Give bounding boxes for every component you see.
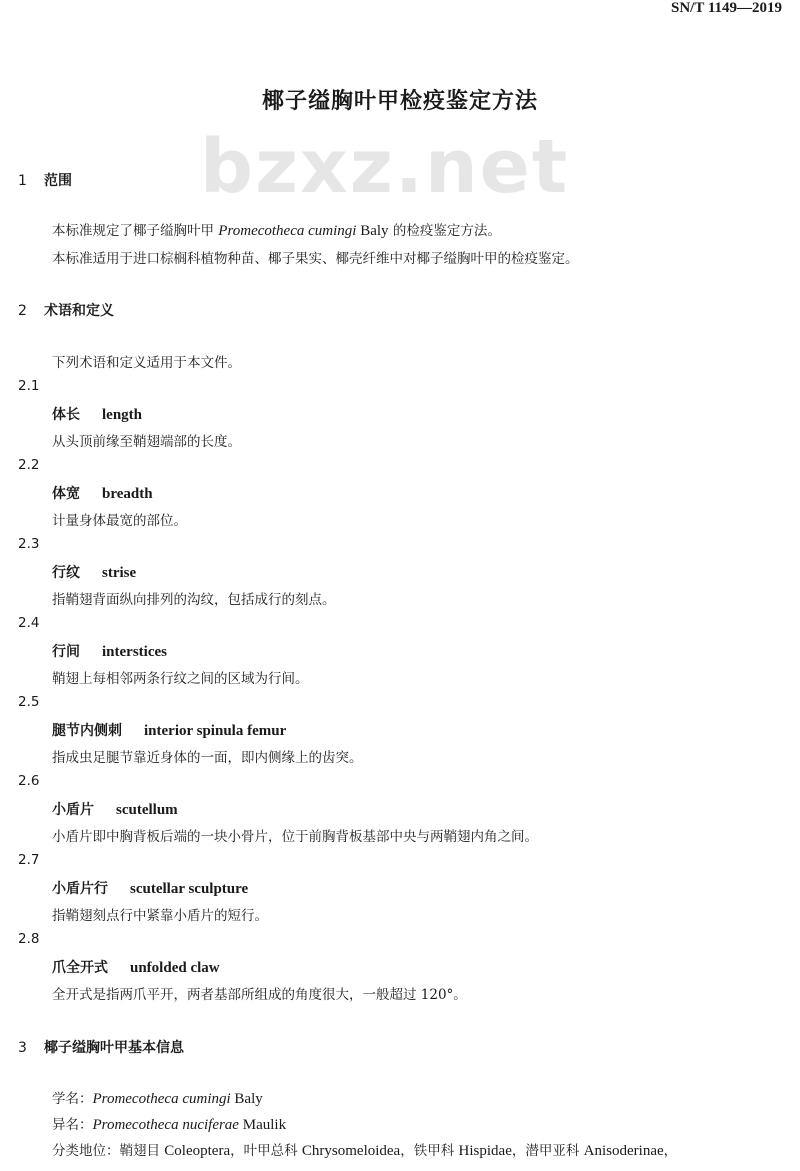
section-title: 范围	[44, 173, 72, 189]
term-zh: 小盾片	[52, 802, 94, 818]
term-en: length	[102, 407, 143, 423]
term-definition: 全开式是指两爪平开，两者基部所组成的角度很大，一般超过 120°。	[52, 987, 467, 1003]
term-definition: 鞘翅上每相邻两条行纹之间的区域为行间。	[52, 671, 309, 687]
term-definition: 计量身体最宽的部位。	[52, 513, 187, 529]
text-run: ，叶甲总科	[230, 1143, 302, 1159]
label: 学名：	[52, 1091, 93, 1107]
term-zh: 小盾片行	[52, 881, 108, 897]
term-en: scutellar sculpture	[130, 881, 249, 897]
text-run: 的检疫鉴定方法。	[388, 223, 501, 239]
term-definition: 指鞘翅刻点行中紧靠小盾片的短行。	[52, 908, 268, 924]
document-id: SN/T 1149—2019	[671, 0, 782, 16]
term-heading	[52, 562, 136, 582]
species-author: Baly	[356, 223, 389, 239]
term-en: unfolded claw	[130, 960, 220, 976]
term-number: 2.2	[18, 457, 40, 473]
watermark: bzxz.net	[200, 124, 570, 210]
term-en: scutellum	[116, 802, 178, 818]
term-definition: 指成虫足腿节靠近身体的一面，即内侧缘上的齿突。	[52, 750, 363, 766]
section-title: 术语和定义	[44, 303, 114, 319]
term-number: 2.4	[18, 615, 40, 631]
term-heading	[52, 404, 142, 424]
text-run: 本标准规定了椰子缢胸叶甲	[52, 223, 219, 239]
section-2-heading	[18, 300, 114, 320]
taxon: Hispidae	[458, 1143, 512, 1159]
text-run: ，铁甲科	[400, 1143, 459, 1159]
section-number: 3	[18, 1040, 27, 1056]
synonym-author: Maulik	[238, 1117, 287, 1133]
species-name: Promecotheca cumingi	[218, 223, 357, 239]
synonym-line	[52, 1113, 286, 1134]
section-3-heading	[18, 1037, 184, 1057]
taxon: Chrysomeloidea	[301, 1143, 401, 1159]
term-heading	[52, 641, 167, 661]
term-number: 2.6	[18, 773, 40, 789]
term-en: interstices	[102, 644, 167, 660]
section-1-heading	[18, 170, 72, 190]
section-title: 椰子缢胸叶甲基本信息	[44, 1040, 184, 1056]
term-number: 2.5	[18, 694, 40, 710]
species-name: Promecotheca cumingi	[92, 1091, 231, 1107]
term-en: interior spinula femur	[144, 723, 287, 739]
taxon: Coleoptera	[164, 1143, 231, 1159]
term-en: strise	[102, 565, 137, 581]
scope-paragraph-1	[52, 219, 501, 240]
text-run: ，	[663, 1143, 678, 1159]
term-number: 2.3	[18, 536, 40, 552]
term-zh: 行间	[52, 644, 80, 660]
term-zh: 爪全开式	[52, 960, 108, 976]
section-number: 2	[18, 303, 27, 319]
term-heading	[52, 799, 178, 819]
term-number: 2.8	[18, 931, 40, 947]
document-title: 椰子缢胸叶甲检疫鉴定方法	[261, 89, 538, 114]
label: 分类地位：	[52, 1143, 120, 1159]
taxonomy-line	[52, 1139, 677, 1160]
text-run: 鞘翅目	[119, 1143, 165, 1159]
species-author: Baly	[230, 1091, 263, 1107]
term-en: breadth	[102, 486, 153, 502]
text-run: ，潜甲亚科	[511, 1143, 584, 1159]
scientific-name-line	[52, 1087, 263, 1108]
term-definition: 小盾片即中胸背板后端的一块小骨片，位于前胸背板基部中央与两鞘翅内角之间。	[52, 829, 538, 845]
term-number: 2.7	[18, 852, 40, 868]
term-zh: 行纹	[52, 565, 80, 581]
term-heading	[52, 720, 286, 740]
term-zh: 腿节内侧刺	[52, 723, 122, 739]
section-number: 1	[18, 173, 27, 189]
term-heading	[52, 878, 248, 898]
synonym-name: Promecotheca nuciferae	[92, 1117, 239, 1133]
term-heading	[52, 483, 153, 503]
terms-intro: 下列术语和定义适用于本文件。	[52, 355, 241, 371]
term-heading	[52, 957, 220, 977]
taxon: Anisoderinae	[583, 1143, 664, 1159]
term-definition: 从头顶前缘至鞘翅端部的长度。	[52, 434, 241, 450]
scope-paragraph-2: 本标准适用于进口棕榈科植物种苗、椰子果实、椰壳纤维中对椰子缢胸叶甲的检疫鉴定。	[52, 251, 579, 267]
term-zh: 体长	[52, 407, 80, 423]
term-number: 2.1	[18, 378, 40, 394]
label: 异名：	[52, 1117, 93, 1133]
term-zh: 体宽	[52, 486, 80, 502]
term-definition: 指鞘翅背面纵向排列的沟纹，包括成行的刻点。	[52, 592, 336, 608]
